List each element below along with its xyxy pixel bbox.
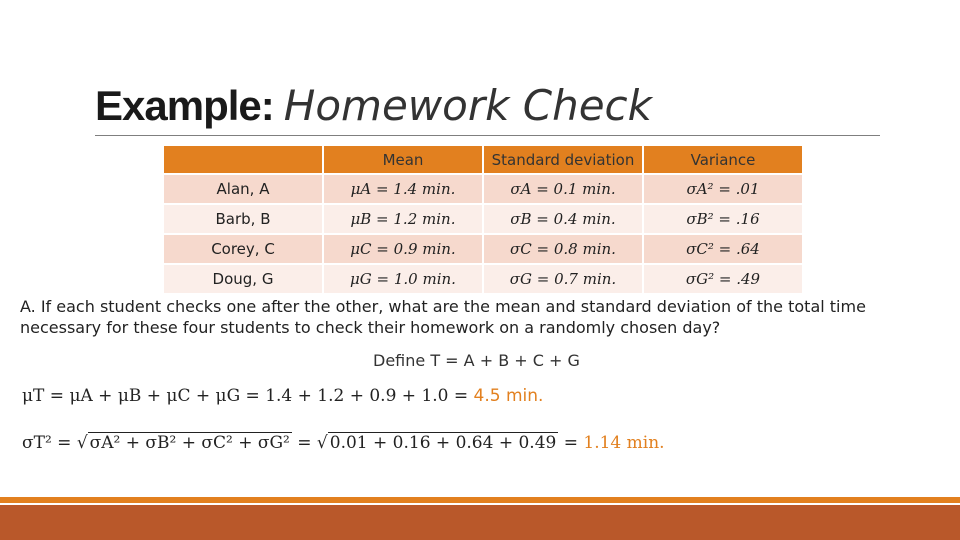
row-name: Doug, G [163,264,323,294]
sqrt-symbol-1: √ [76,433,88,453]
sd-root-variances: σA² + σB² + σC² + σG² [89,433,290,453]
row-variance: σG² = .49 [643,264,803,294]
row-name: Alan, A [163,174,323,204]
sd-equals: = [291,433,317,453]
table-row [163,234,803,264]
header-blank [163,145,323,174]
mean-equation [22,386,543,406]
table-row [163,264,803,294]
row-mean: μG = 1.0 min. [323,264,483,294]
slide-title [95,80,652,132]
title-bold: Example: [95,82,274,129]
row-name: Corey, C [163,234,323,264]
footer-band [0,505,960,540]
mean-expression: μT = μA + μB + μC + μG = 1.4 + 1.2 + 0.9 + 1.0 = [22,386,474,406]
sqrt-symbol-2: √ [316,433,328,453]
sd-root-values: 0.01 + 0.16 + 0.64 + 0.49 [329,433,557,453]
row-variance: σB² = .16 [643,204,803,234]
header-variance: Variance [643,145,803,174]
header-sd: Standard deviation [483,145,643,174]
sd-equals-2: = [558,433,584,453]
row-sd: σG = 0.7 min. [483,264,643,294]
footer-accent-stripe [0,497,960,503]
table-row [163,174,803,204]
row-variance: σC² = .64 [643,234,803,264]
sd-equation [22,432,665,453]
header-mean: Mean [323,145,483,174]
sd-lhs: σT² = [22,433,77,453]
row-mean: μA = 1.4 min. [323,174,483,204]
table-header-row [163,145,803,174]
row-mean: μC = 0.9 min. [323,234,483,264]
title-italic: Homework Check [283,81,652,130]
row-mean: μB = 1.2 min. [323,204,483,234]
row-sd: σC = 0.8 min. [483,234,643,264]
row-variance: σA² = .01 [643,174,803,204]
sd-result: 1.14 min. [583,433,665,453]
row-sd: σB = 0.4 min. [483,204,643,234]
row-name: Barb, B [163,204,323,234]
table-row [163,204,803,234]
question-text: A. If each student checks one after the other, what are the mean and standard deviation of the total time necessary for these four students to check their homework on a randomly chosen day? [20,297,866,337]
title-rule [95,135,880,136]
define-statement: Define T = A + B + C + G [373,351,580,370]
stats-table [162,144,804,295]
row-sd: σA = 0.1 min. [483,174,643,204]
mean-result: 4.5 min. [473,386,544,406]
